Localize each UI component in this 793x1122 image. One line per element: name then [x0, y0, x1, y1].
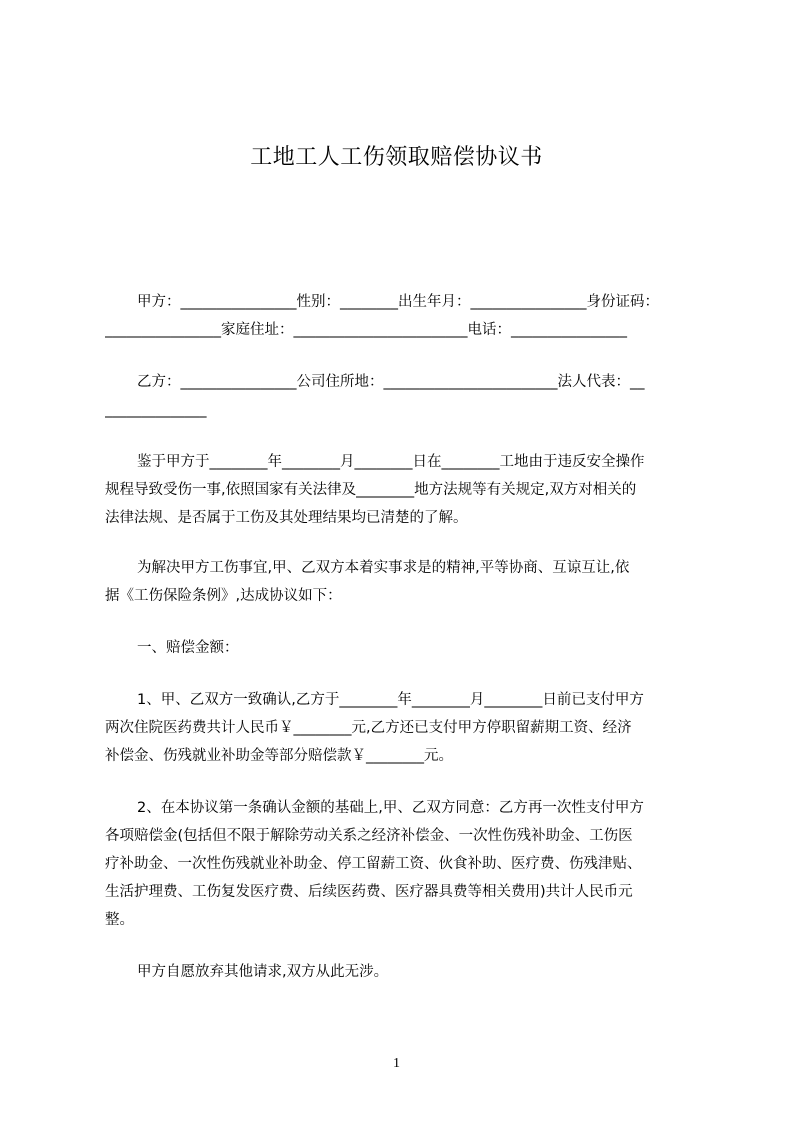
item-2-line-3: 疗补助金、一次性伤残就业补助金、停工留薪工资、伙食补助、医疗费、伤残津贴、: [105, 856, 642, 872]
closing-statement: 甲方自愿放弃其他请求,双方从此无涉。: [137, 964, 389, 980]
party-a-line-2: ________________家庭住址：________________________电话：________________: [105, 322, 627, 338]
item-2-line-2: 各项赔偿金(包括但不限于解除劳动关系之经济补偿金、一次性伤残补助金、工伤医: [105, 828, 633, 844]
item-1-line-2: 两次住院医药费共计人民币￥________元,乙方还已支付甲方停职留薪期工资、经济: [105, 720, 632, 736]
section-1-heading: 一、赔偿金额：: [137, 640, 239, 656]
paragraph-1-line-3: 法律法规、是否属于工伤及其处理结果均已清楚的了解。: [105, 510, 468, 526]
party-a-line-1: 甲方：________________性别：________出生年月：________________身份证码：: [137, 294, 659, 310]
item-2-line-1: 2、在本协议第一条确认金额的基础上,甲、乙双方同意：乙方再一次性支付甲方: [137, 800, 644, 816]
item-1-line-1: 1、甲、乙双方一致确认,乙方于________年________月________日前已支付甲方: [137, 692, 644, 708]
document-title: 工地工人工伤领取赔偿协议书: [250, 145, 543, 170]
paragraph-2-line-1: 为解决甲方工伤事宜,甲、乙双方本着实事求是的精神,平等协商、互谅互让,依: [137, 560, 630, 576]
paragraph-1-line-1: 鉴于甲方于________年________月________日在________工地由于违反安全操作: [137, 454, 645, 470]
page-number: 1: [393, 1056, 400, 1071]
party-b-line-2: ______________: [105, 402, 207, 418]
item-2-line-5: 整。: [105, 912, 134, 928]
paragraph-1-line-2: 规程导致受伤一事,依照国家有关法律及________地方法规等有关规定,双方对相关的: [105, 482, 637, 498]
item-2-line-4: 生活护理费、工伤复发医疗费、后续医药费、医疗器具费等相关费用)共计人民币元: [105, 884, 633, 900]
item-1-line-3: 补偿金、伤残就业补助金等部分赔偿款￥________元。: [105, 748, 453, 764]
paragraph-2-line-2: 据《工伤保险条例》,达成协议如下：: [105, 588, 342, 604]
party-b-line-1: 乙方：________________公司住所地：________________________法人代表：__: [137, 374, 645, 390]
